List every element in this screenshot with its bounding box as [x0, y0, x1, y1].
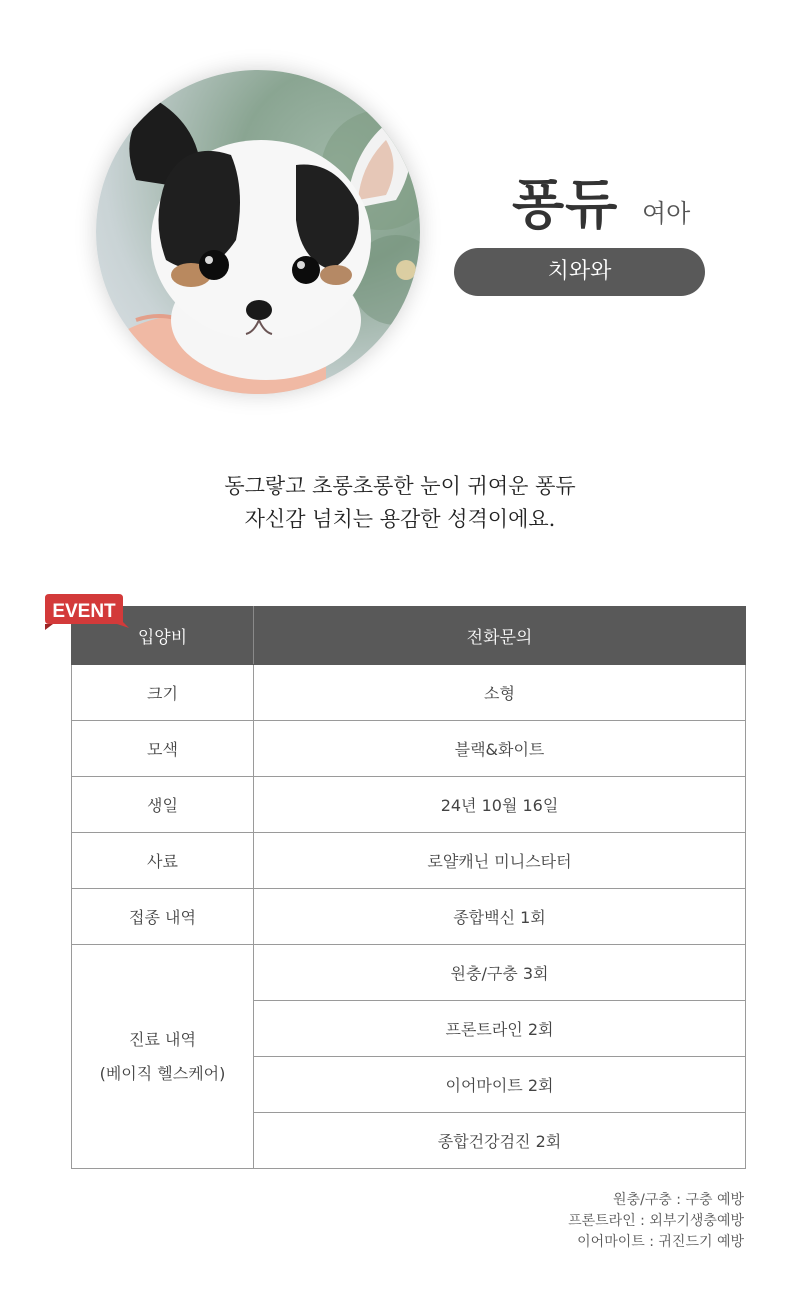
footnote: 원충/구충 : 구충 예방 [613, 1192, 744, 1208]
size-value: 소형 [254, 665, 746, 721]
description-line-1: 동그랗고 초롱초롱한 눈이 귀여운 퐁듀 [224, 474, 576, 498]
puppy-illustration [96, 70, 420, 394]
pet-name: 퐁듀 [512, 173, 619, 236]
vaccination-value: 종합백신 1회 [254, 889, 746, 945]
medical-history-label [72, 945, 254, 1169]
event-badge [41, 592, 129, 634]
table-row [72, 945, 746, 1001]
pet-description [0, 470, 800, 536]
event-badge-label: EVENT [52, 601, 116, 622]
medical-item: 이어마이트 2회 [254, 1057, 746, 1113]
size-label: 크기 [72, 665, 254, 721]
table-row [72, 889, 746, 945]
coat-color-value: 블랙&화이트 [254, 721, 746, 777]
description-line-2: 자신감 넘치는 용감한 성격이에요. [244, 507, 556, 531]
table-row [72, 721, 746, 777]
footnote: 이어마이트 : 귀진드기 예방 [577, 1234, 744, 1250]
adoption-fee-value: 전화문의 [254, 607, 746, 665]
birthday-label: 생일 [72, 777, 254, 833]
food-value: 로얄캐닌 미니스타터 [254, 833, 746, 889]
pet-photo [96, 70, 420, 394]
adoption-fee-label: 입양비 [72, 607, 254, 665]
vaccination-label: 접종 내역 [72, 889, 254, 945]
footnotes [568, 1190, 744, 1253]
birthday-value: 24년 10월 16일 [254, 777, 746, 833]
medical-history-subtitle: (베이직 헬스케어) [99, 1063, 226, 1083]
pet-info-table [71, 606, 746, 1169]
table-row [72, 777, 746, 833]
breed-badge: 치와와 [454, 248, 705, 296]
medical-item: 원충/구충 3회 [254, 945, 746, 1001]
footnote: 프론트라인 : 외부기생충예방 [568, 1213, 744, 1229]
medical-history-title: 진료 내역 [129, 1029, 196, 1049]
table-row [72, 665, 746, 721]
table-row [72, 833, 746, 889]
event-tag-icon [41, 592, 129, 634]
food-label: 사료 [72, 833, 254, 889]
coat-color-label: 모색 [72, 721, 254, 777]
medical-item: 종합건강검진 2회 [254, 1113, 746, 1169]
pet-gender: 여아 [642, 199, 691, 228]
table-header-row [72, 607, 746, 665]
medical-item: 프론트라인 2회 [254, 1001, 746, 1057]
